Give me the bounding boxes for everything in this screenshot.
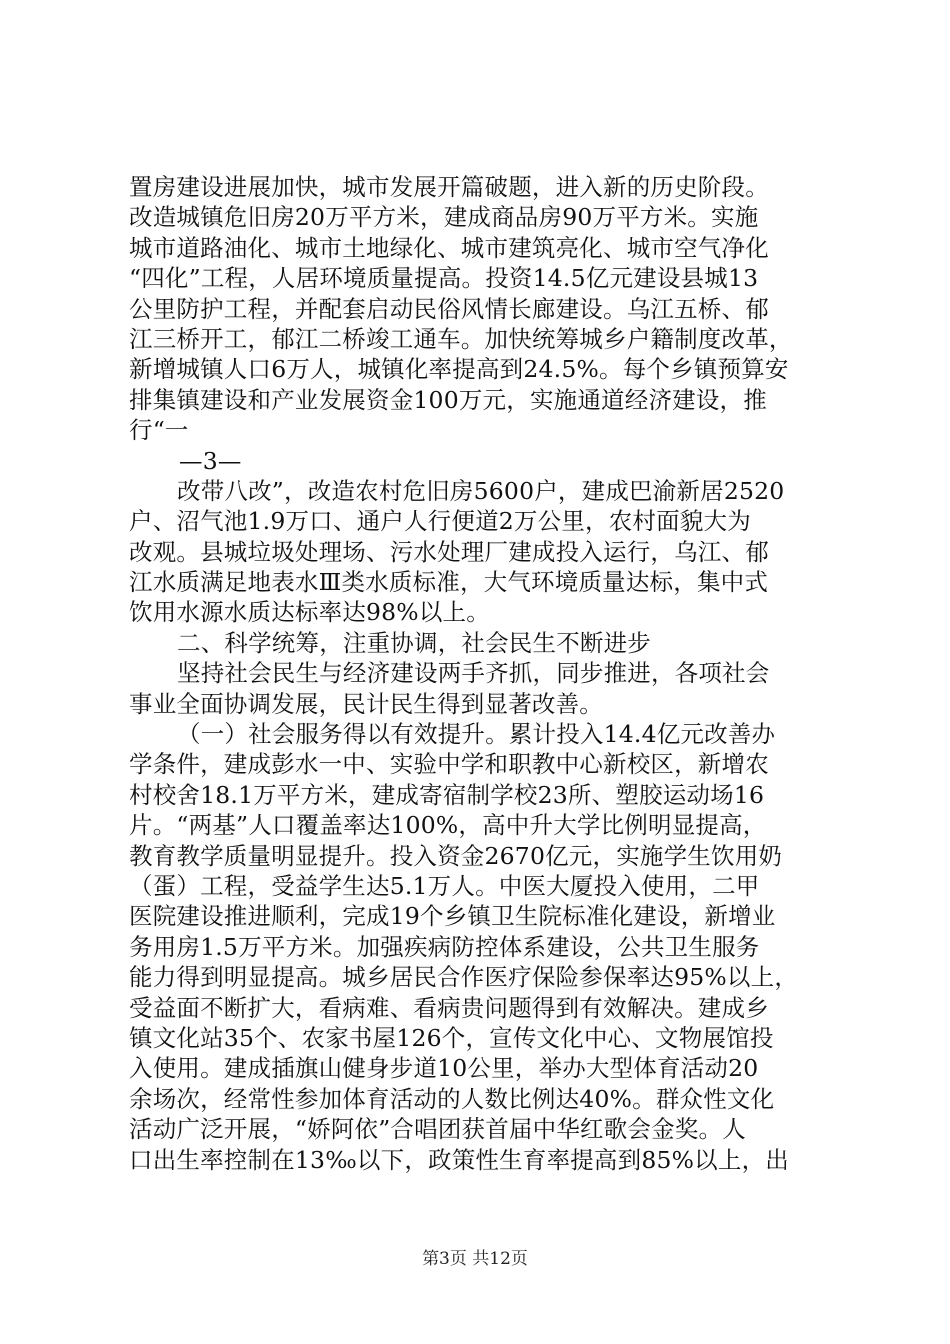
document-body	[129, 172, 837, 1175]
text-line: 活动广泛开展，“娇阿依”合唱团获首届中华红歌会金奖。人	[129, 1115, 746, 1144]
text-line: （蛋）工程，受益学生达5.1万人。中医大厦投入使用，二甲	[129, 871, 760, 900]
text-line: 改带八改”，改造农村危旧房5600户，建成巴渝新居2520	[177, 476, 785, 505]
text-line: 新增城镇人口6万人，城镇化率提高到24.5%。每个乡镇预算安	[129, 355, 789, 384]
text-line: 学条件，建成彭水一中、实验中学和职教中心新校区，新增农	[129, 750, 769, 779]
text-line: 行“一	[129, 416, 189, 445]
text-line: 片。“两基”人口覆盖率达100%，高中升大学比例明显提高，	[129, 811, 767, 840]
text-line: 户、沼气池1.9万口、通户人行便道2万公里，农村面貌大为	[129, 507, 751, 536]
text-line: 事业全面协调发展，民计民生得到显著改善。	[129, 689, 603, 718]
text-line: 务用房1.5万平方米。加强疾病防控体系建设，公共卫生服务	[129, 932, 760, 961]
text-line: 余场次，经常性参加体育活动的人数比例达40%。群众性文化	[129, 1084, 775, 1113]
section-heading: 二、科学统筹，注重协调，社会民生不断进步	[177, 628, 651, 657]
text-line: 镇文化站35个、农家书屋126个，宣传文化中心、文物展馆投	[129, 1023, 774, 1052]
text-line: 江三桥开工，郁江二桥竣工通车。加快统筹城乡户籍制度改革，	[129, 324, 793, 353]
text-line: 置房建设进展加快，城市发展开篇破题，进入新的历史阶段。	[129, 173, 769, 201]
text-line: 村校舍18.1万平方米，建成寄宿制学校23所、塑胶运动场16	[129, 780, 765, 809]
text-line: 江水质满足地表水Ⅲ类水质标准，大气环境质量达标，集中式	[129, 568, 769, 597]
inline-page-number: —3—	[179, 446, 242, 475]
text-line: 能力得到明显提高。城乡居民合作医疗保险参保率达95%以上，	[129, 963, 799, 992]
text-line: 排集镇建设和产业发展资金100万元，实施通道经济建设，推	[129, 385, 767, 414]
text-line: “四化”工程，人居环境质量提高。投资14.5亿元建设县城13	[129, 264, 759, 293]
text-line: 城市道路油化、城市土地绿化、城市建筑亮化、城市空气净化	[129, 233, 769, 262]
text-line: 坚持社会民生与经济建设两手齐抓，同步推进，各项社会	[177, 659, 770, 688]
text-line: 改造城镇危旧房20万平方米，建成商品房90万平方米。实施	[129, 203, 759, 232]
text-line: 入使用。建成插旗山健身步道10公里，举办大型体育活动20	[129, 1054, 759, 1083]
text-line: 教育教学质量明显提升。投入资金2670亿元，实施学生饮用奶	[129, 841, 783, 870]
text-line: 饮用水源水质达标率达98%以上。	[129, 598, 490, 627]
subsection-line: （一）社会服务得以有效提升。累计投入14.4亿元改善办	[177, 720, 776, 749]
text-line: 改观。县城垃圾处理场、污水处理厂建成投入运行，乌江、郁	[129, 537, 769, 566]
text-line: 口出生率控制在13‰以下，政策性生育率提高到85%以上，出	[129, 1145, 789, 1174]
text-line: 受益面不断扩大，看病难、看病贵问题得到有效解决。建成乡	[129, 993, 769, 1022]
text-line: 医院建设推进顺利，完成19个乡镇卫生院标准化建设，新增业	[129, 902, 776, 931]
text-line: 公里防护工程，并配套启动民俗风情长廊建设。乌江五桥、郁	[129, 294, 769, 323]
page-footer: 第3页 共12页	[422, 1249, 528, 1269]
